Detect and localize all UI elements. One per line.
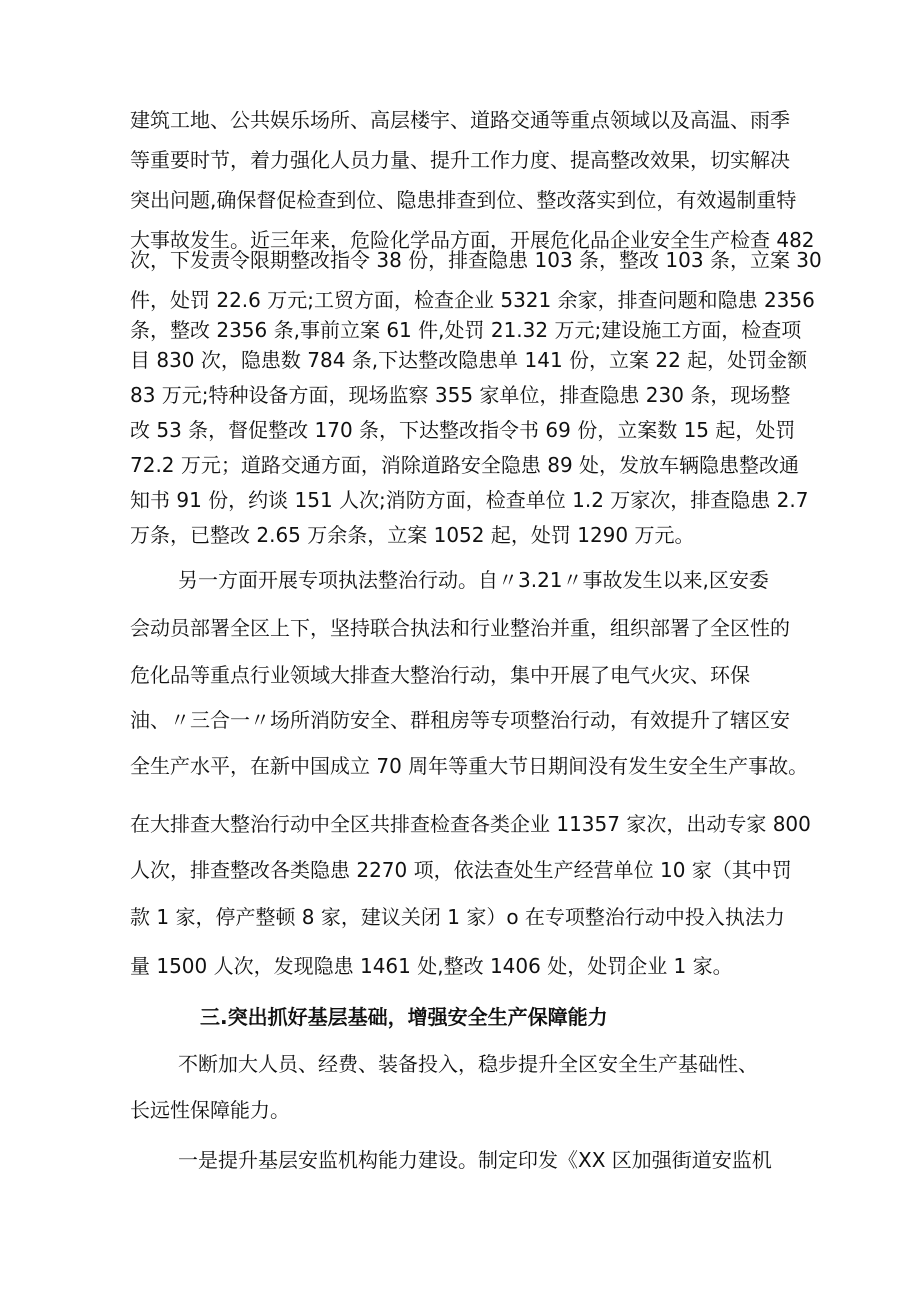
text-line: 条，整改 2356 条,事前立案 61 件,处罚 21.32 万元;建设施工方面，检查项	[130, 318, 802, 342]
text-line: 会动员部署全区上下，坚持联合执法和行业整治并重，组织部署了全区性的	[130, 616, 790, 640]
text-line: 一是提升基层安监机构能力建设。制定印发《XX 区加强街道安监机	[178, 1148, 772, 1172]
text-line: 油、〃三合一〃场所消防安全、群租房等专项整治行动，有效提升了辖区安	[130, 708, 790, 732]
text-line: 目 830 次，隐患数 784 条,下达整改隐患单 141 份，立案 22 起，处罚金额	[130, 348, 808, 372]
text-line: 83 万元;特种设备方面，现场监察 355 家单位，排查隐患 230 条，现场整	[130, 383, 791, 407]
text-line: 万条，已整改 2.65 万余条，立案 1052 起，处罚 1290 万元。	[130, 523, 695, 547]
text-line: 不断加大人员、经费、装备投入，稳步提升全区安全生产基础性、	[178, 1052, 758, 1076]
text-line: 危化品等重点行业领域大排查大整治行动，集中开展了电气火灾、环保	[130, 663, 750, 687]
text-line: 等重要时节，着力强化人员力量、提升工作力度、提高整改效果，切实解决	[130, 148, 790, 172]
text-line: 长远性保障能力。	[130, 1098, 290, 1122]
text-line: 在大排查大整治行动中全区共排查检查各类企业 11357 家次，出动专家 800	[130, 812, 811, 836]
text-line: 大事故发生。近三年来，危险化学品方面，开展危化品企业安全生产检查 482	[130, 228, 815, 252]
text-line: 建筑工地、公共娱乐场所、高层楼宇、道路交通等重点领域以及高温、雨季	[130, 108, 790, 132]
text-line: 量 1500 人次，发现隐患 1461 处,整改 1406 处，处罚企业 1 家。	[130, 954, 733, 978]
text-line: 全生产水平，在新中国成立 70 周年等重大节日期间没有发生安全生产事故。	[130, 754, 809, 778]
text-line: 知书 91 份，约谈 151 人次;消防方面，检查单位 1.2 万家次，排查隐患 2.7	[130, 488, 809, 512]
section-heading: 三.突出抓好基层基础，增强安全生产保障能力	[200, 1005, 608, 1029]
text-line: 次，下发责令限期整改指令 38 份，排查隐患 103 条，整改 103 条，立案 30	[130, 248, 822, 272]
text-line: 另一方面开展专项执法整治行动。自〃3.21〃事故发生以来,区安委	[178, 568, 769, 592]
text-line: 款 1 家，停产整顿 8 家，建议关闭 1 家）o 在专项整治行动中投入执法力	[130, 905, 785, 929]
text-line: 72.2 万元；道路交通方面，消除道路安全隐患 89 处，发放车辆隐患整改通	[130, 453, 800, 477]
text-line: 人次，排查整改各类隐患 2270 项，依法查处生产经营单位 10 家（其中罚	[130, 858, 792, 882]
text-line: 件，处罚 22.6 万元;工贸方面，检查企业 5321 余家，排查问题和隐患 2356	[130, 288, 815, 312]
text-line: 突出问题,确保督促检查到位、隐患排查到位、整改落实到位，有效遏制重特	[130, 188, 797, 212]
text-line: 改 53 条，督促整改 170 条，下达整改指令书 69 份，立案数 15 起，处罚	[130, 418, 796, 442]
